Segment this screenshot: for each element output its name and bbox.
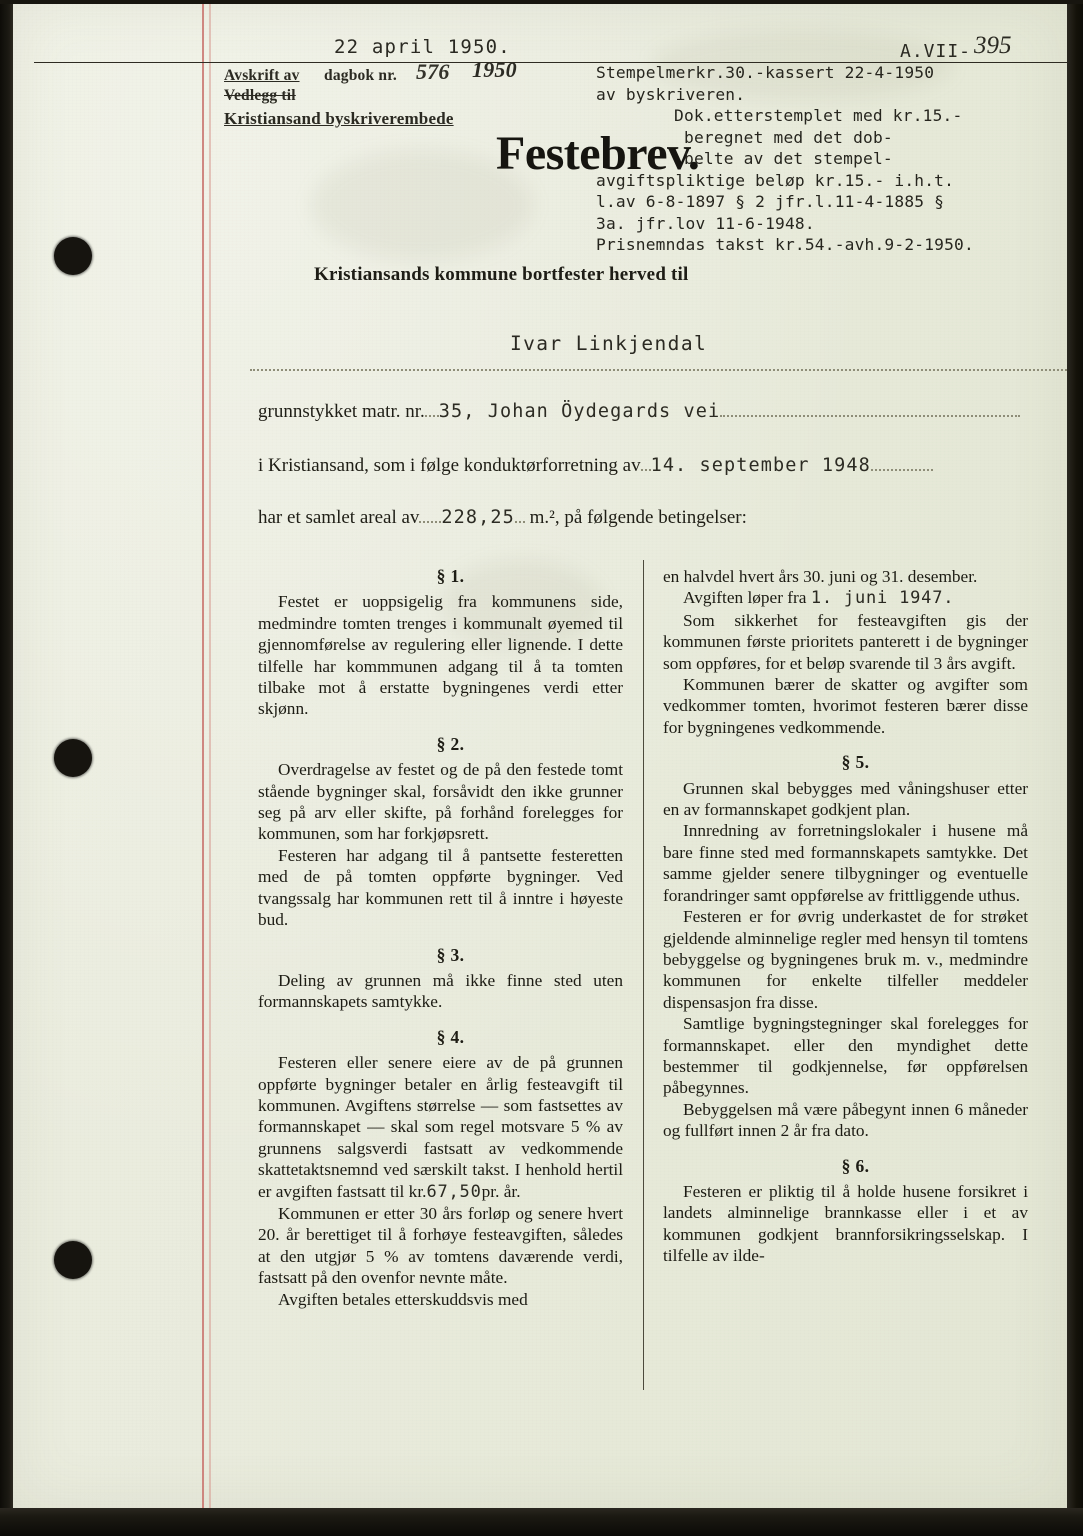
fee-stamp-line-3: Dok.etterstemplet med kr.15.- — [674, 106, 963, 125]
section-1-heading: § 1. — [436, 566, 465, 586]
section-5-paragraph-1: Grunnen skal bebygges med våningshuser etter en av formannskapet godkjent plan. — [663, 778, 1028, 820]
red-margin-rule — [202, 0, 204, 1508]
fee-stamp-line-9: Prisnemndas takst kr.54.-avh.9-2-1950. — [596, 235, 974, 254]
area-label: har et samlet areal av — [258, 507, 420, 528]
section-4-paragraph-3-continued: en halvdel hvert års 30. juni og 31. desember. — [663, 567, 978, 586]
section-2-heading: § 2. — [436, 733, 465, 754]
dagbok-number: 576 — [416, 59, 450, 84]
scan-right-border — [1067, 0, 1083, 1536]
section-1-paragraph-1: Festet er uoppsigelig fra kommunens side, medmindre tomten trenges i kommunalt øyemed til gjennomførelse av regulering eller lignende. I dette tilfelle har kommmunen adgang til å ta tomten tilbake mot å erstatte bygningenes verdi etter skjønn. — [258, 592, 623, 719]
survey-date: 14. september 1948 — [650, 455, 871, 476]
registry-stamp-line-1 — [224, 57, 524, 86]
section-2-paragraph-2: Festeren har adgang til å pantsette festeretten med de på tomten oppførte bygninger. Ved tvangssalg har kommunen rett til å inntre i høyeste bud. — [258, 845, 623, 930]
registry-stamp — [224, 57, 524, 129]
fee-stamp-line-6: avgiftspliktige beløp kr.15.- i.h.t. — [596, 170, 955, 190]
section-4-p4-label: Avgiften løper fra — [683, 588, 807, 608]
avskrift-label: Avskrift av — [224, 67, 300, 84]
section-6-paragraph-1: Festeren er pliktig til å holde husene forsikret i landets alminnelige brannkasse eller i et av kommunen godkjent brannforsikringsselskap. I tilfelle av ilde- — [663, 1181, 1028, 1266]
property-matrikkel-row — [258, 398, 1020, 423]
grantor-statement: Kristiansands kommune bortfester herved til — [314, 264, 689, 285]
section-4-p1-text-a: Festeren eller senere eiere av de på grunnen oppførte bygninger betaler en årlig festeavgift til kommunen. Avgiftens størrelse — som fastsettes av formannskapet — skal som regel motsvare 5 % av grunnens salgsverdi fastsatt av vedkommende skattetaktsnemnd ved særskilt takst. I henhold hertil er avgiften fastsatt til kr. — [258, 1053, 623, 1201]
scan-bottom-border — [0, 1508, 1083, 1536]
section-3-heading: § 3. — [436, 944, 465, 965]
lessee-name: Ivar Linkjendal — [510, 332, 708, 355]
section-4-paragraph-5: Som sikkerhet for festeavgiften gis der kommunen første prioritets panterett i de bygninger som oppføres, for et beløp svarende til 3 års avgift. — [663, 610, 1028, 673]
registry-stamp-line-2 — [224, 86, 524, 106]
dagbok-year: 1950 — [472, 57, 517, 82]
registry-office-name: Kristiansand byskriverembede — [224, 109, 454, 128]
area-value: 228,25 — [441, 507, 515, 528]
section-5-heading: § 5. — [841, 752, 870, 773]
date-written: 22 april 1950. — [334, 36, 511, 58]
section-4-p1-text-b: pr. år. — [481, 1181, 521, 1201]
dagbok-label: dagbok nr. — [324, 67, 397, 84]
section-4-paragraph-4 — [663, 587, 1028, 609]
section-5-paragraph-5: Bebyggelsen må være påbegynt innen 6 måneder og fullført innen 2 år fra dato. — [663, 1099, 1028, 1141]
matrikkel-number: 35 — [438, 401, 464, 422]
section-2-paragraph-1: Overdragelse av festet og de på den festede tomt stående bygninger skal, forsåvidt den ikke grunner seg på arv eller skifte, på forhånd forelegges for kommunen, som har forkjøpsrett. — [258, 760, 623, 844]
section-4-paragraph-2: Kommunen er etter 30 års forløp og senere hvert 20. år berettiget til å forhøye festeavgiften, således at den utgjør 5 % av tomtens daværende verdi, fastsatt på den ovenfor nevnte måte. — [258, 1203, 623, 1288]
section-4-paragraph-6: Kommunen bærer de skatter og avgifter som vedkommer tomten, hvorimot festeren bærer disse for bygningenes vedkommende. — [663, 675, 1028, 737]
fee-stamp-block — [596, 62, 1083, 256]
punch-hole — [54, 1241, 92, 1279]
fee-stamp-line-4: beregnet med det dob- — [684, 127, 893, 147]
terms-column-left — [258, 566, 623, 1310]
scan-top-border — [0, 0, 1083, 4]
property-survey-row — [258, 452, 933, 477]
section-6-heading: § 6. — [841, 1155, 870, 1176]
scan-left-border — [0, 0, 13, 1536]
punch-hole — [54, 237, 92, 275]
fee-stamp-line-7: l.av 6-8-1897 § 2 jfr.l.11-4-1885 § — [596, 192, 945, 211]
matrikkel-label: grunnstykket matr. nr. — [258, 401, 425, 422]
section-3-paragraph-1: Deling av grunnen må ikke finne sted uten formannskapets samtykke. — [258, 970, 623, 1012]
section-4-fee-start-date: 1. juni 1947. — [810, 588, 955, 609]
fee-stamp-line-2: av byskriveren. — [596, 84, 746, 104]
survey-label: i Kristiansand, som i følge konduktørforretning av — [258, 455, 641, 476]
area-suffix: m.², på følgende betingelser: — [529, 507, 747, 528]
fee-stamp-line-1: Stempelmerkr.30.-kassert 22-4-1950 — [596, 63, 935, 82]
section-5-paragraph-2: Innredning av forretningslokaler i husene må bare finne sted med formannskapets samtykke. Det samme gjelder senere tilbygninger og eventuelle forandringer samt oppførelse av frittliggende uthus. — [663, 821, 1028, 905]
fee-stamp-line-5: belte av det stempel- — [684, 149, 893, 168]
section-4-paragraph-1 — [258, 1052, 623, 1203]
section-5-paragraph-4: Samtlige bygningstegninger skal forelegges for formannskapet. eller den myndighet dette bestemmer til godkjennelse, før oppførelsen påbegynnes. — [663, 1014, 1028, 1098]
section-4-paragraph-3: Avgiften betales etterskuddsvis med — [278, 1289, 528, 1309]
section-4-heading: § 4. — [436, 1026, 465, 1047]
terms-column-right — [663, 566, 1028, 1267]
property-area-row — [258, 504, 747, 529]
column-divider-rule — [643, 560, 644, 1390]
lessee-dotted-rule — [250, 369, 1070, 371]
punch-hole — [54, 739, 92, 777]
archive-ref-label: A.VII- — [900, 41, 972, 62]
paper-sheet — [12, 0, 1068, 1508]
matrikkel-street: , Johan Öydegards vei — [463, 401, 721, 422]
red-margin-rule-secondary — [209, 0, 211, 1508]
archive-number: 395 — [974, 32, 1012, 59]
archive-reference — [900, 32, 1012, 64]
fee-stamp-line-8: 3a. jfr.lov 11-6-1948. — [596, 213, 815, 233]
section-4-annual-fee: 67,50 — [426, 1181, 482, 1202]
section-5-paragraph-3: Festeren er for øvrig underkastet de for strøket gjeldende alminnelige regler med hensyn til tomtens bebyggelse og bygningenes bruk m. v., medmindre kommunen for enkelte tilfeller meddeler dispensasjon fra disse. — [663, 907, 1028, 1012]
page-title: Festebrev. — [496, 127, 700, 180]
vedlegg-label: Vedlegg til — [224, 87, 296, 104]
